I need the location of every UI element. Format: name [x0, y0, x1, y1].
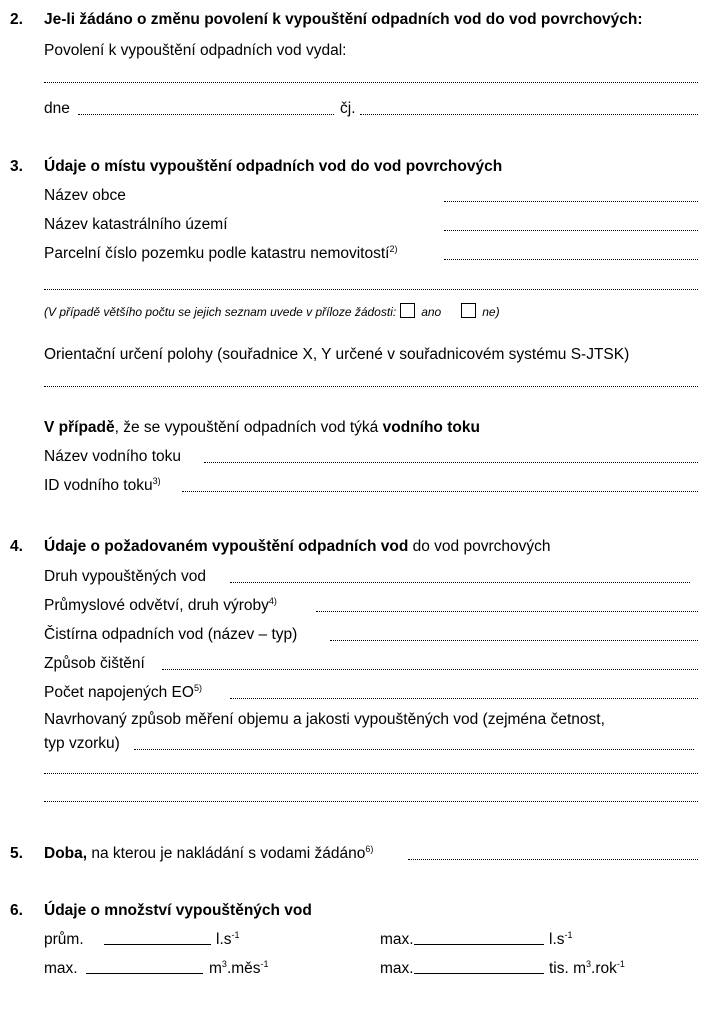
- max-yearly-field[interactable]: [414, 973, 544, 974]
- average-flow-label: prům.: [44, 931, 84, 948]
- watercourse-name-field[interactable]: [204, 462, 698, 463]
- max-yearly-label: max.: [380, 960, 414, 977]
- position-label: Orientační určení polohy (souřadnice X, Y určené v souřadnicovém systému S-JTSK): [44, 346, 630, 363]
- checkbox-no[interactable]: [461, 303, 476, 318]
- industry-label: Průmyslové odvětví, druh výroby$^{4)}$: [44, 596, 277, 614]
- measurement-label-line2: typ vzorku): [44, 735, 120, 752]
- treatment-method-label: Způsob čištění: [44, 655, 145, 672]
- duration-field[interactable]: [408, 859, 698, 860]
- section-3-title: Údaje o místu vypouštění odpadních vod do vod povrchových: [44, 158, 503, 175]
- max-yearly-unit: tis. $m^3.rok^{-1}$: [549, 959, 625, 977]
- watercourse-name-label: Název vodního toku: [44, 448, 182, 465]
- parcel-number-field-continued[interactable]: [44, 289, 698, 290]
- population-equivalent-field[interactable]: [230, 698, 698, 699]
- ref-number-field[interactable]: [360, 114, 698, 115]
- section-6-title: Údaje o množství vypouštěných vod: [44, 902, 312, 919]
- footnote-ref: 5): [193, 683, 202, 693]
- max-flow-field[interactable]: [414, 944, 544, 945]
- ref-number-label: čj.: [340, 100, 356, 117]
- watercourse-intro: V případě, že se vypouštění odpadních vod týká vodního toku: [44, 419, 480, 436]
- issued-by-field[interactable]: [44, 82, 698, 83]
- section-number-5: 5.: [10, 845, 23, 862]
- footnote-ref: 2): [389, 244, 398, 254]
- issued-by-label: Povolení k vypouštění odpadních vod vydal:: [44, 42, 347, 59]
- wastewater-type-label: Druh vypouštěných vod: [44, 568, 206, 585]
- max-flow-unit: $l.s^{-1}$: [549, 930, 573, 948]
- measurement-field[interactable]: [134, 749, 694, 750]
- municipality-field[interactable]: [444, 201, 698, 202]
- municipality-label: Název obce: [44, 187, 126, 204]
- watercourse-id-label: ID vodního toku$^{3)}$: [44, 476, 161, 494]
- footnote-ref: 3): [152, 476, 161, 486]
- industry-field[interactable]: [316, 611, 698, 612]
- section-number-3: 3.: [10, 158, 23, 175]
- treatment-plant-label: Čistírna odpadních vod (název – typ): [44, 626, 298, 643]
- average-flow-field[interactable]: [104, 944, 211, 945]
- parcel-number-label: Parcelní číslo pozemku podle katastru nemovitostí$^{2)}$: [44, 244, 398, 262]
- section-number-6: 6.: [10, 902, 23, 919]
- position-field[interactable]: [44, 386, 698, 387]
- section-number-4: 4.: [10, 538, 23, 555]
- section-4-title: Údaje o požadovaném vypouštění odpadních vod do vod povrchových: [44, 538, 551, 555]
- max-flow-label: max.: [380, 931, 414, 948]
- date-field[interactable]: [78, 114, 334, 115]
- checkbox-yes[interactable]: [400, 303, 415, 318]
- footnote-ref: 4): [268, 596, 277, 606]
- average-flow-unit: $l.s^{-1}$: [216, 930, 240, 948]
- population-equivalent-label: Počet napojených EO$^{5)}$: [44, 683, 202, 701]
- parcel-number-field[interactable]: [444, 259, 698, 260]
- treatment-plant-field[interactable]: [330, 640, 698, 641]
- section-number-2: 2.: [10, 11, 23, 28]
- max-monthly-field[interactable]: [86, 973, 203, 974]
- watercourse-id-field[interactable]: [182, 491, 698, 492]
- section-2-title: Je-li žádáno o změnu povolení k vypouštění odpadních vod do vod povrchových:: [44, 11, 643, 28]
- footnote-ref: 6): [365, 844, 374, 854]
- attachment-list-note: (V případě většího počtu se jejich seznam uvede v příloze žádosti: ano ne): [44, 305, 500, 319]
- section-5-title: Doba, na kterou je nakládání s vodami žádáno$^{6)}$: [44, 844, 374, 862]
- max-monthly-unit: $m^3.měs^{-1}$: [209, 959, 269, 977]
- treatment-method-field[interactable]: [162, 669, 698, 670]
- cadastral-area-label: Název katastrálního území: [44, 216, 228, 233]
- max-monthly-label: max.: [44, 960, 78, 977]
- measurement-label-line1: Navrhovaný způsob měření objemu a jakosti vypouštěných vod (zejména četnost,: [44, 711, 605, 728]
- wastewater-type-field[interactable]: [230, 582, 690, 583]
- measurement-field-line2[interactable]: [44, 773, 698, 774]
- measurement-field-line3[interactable]: [44, 801, 698, 802]
- cadastral-area-field[interactable]: [444, 230, 698, 231]
- date-label: dne: [44, 100, 70, 117]
